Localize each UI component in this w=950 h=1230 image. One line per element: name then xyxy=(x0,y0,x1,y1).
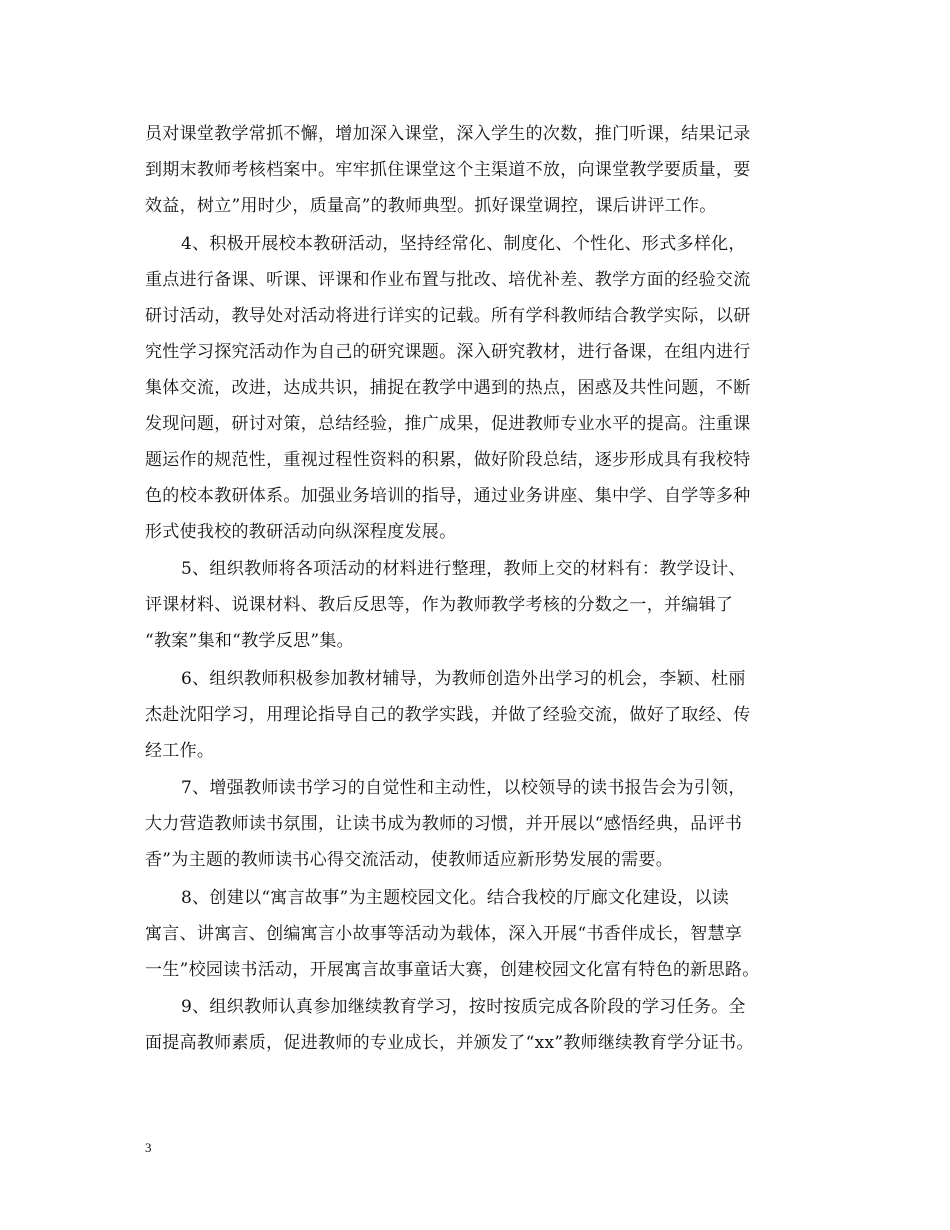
text-line: 评课材料、说课材料、教后反思等，作为教师教学考核的分数之一，并编辑了 xyxy=(145,595,734,615)
text-line: 香”为主题的教师读书心得交流活动，使教师适应新形势发展的需要。 xyxy=(145,850,673,870)
text-line: 到期末教师考核档案中。牢牢抓住课堂这个主渠道不放，向课堂教学要质量，要 xyxy=(145,160,751,180)
text-line: 色的校本教研体系。加强业务培训的指导，通过业务讲座、集中学、自学等多种 xyxy=(145,486,751,506)
text-line: 杰赴沈阳学习，用理论指导自己的教学实践，并做了经验交流，做好了取经、传 xyxy=(145,705,751,725)
paragraph-8-line: 8、创建以“寓言故事”为主题校园文化。结合我校的厅廊文化建设，以读 xyxy=(181,888,730,908)
page-number: 3 xyxy=(145,1140,152,1155)
paragraph-9-line: 9、组织教师认真参加继续教育学习，按时按质完成各阶段的学习任务。全 xyxy=(181,997,746,1017)
text-line: 效益，树立”用时少，质量高”的教师典型。抓好课堂调控，课后讲评工作。 xyxy=(145,196,717,216)
text-line: 究性学习探究活动作为自己的研究课题。深入研究教材，进行备课，在组内进行 xyxy=(145,342,751,362)
text-line: 研讨活动，教导处对活动将进行详实的记载。所有学科教师结合教学实际，以研 xyxy=(145,306,751,326)
text-line: 大力营造教师读书氛围，让读书成为教师的习惯，并开展以“感悟经典，品评书 xyxy=(145,814,743,834)
text-line: 寓言、讲寓言、创编寓言小故事等活动为载体，深入开展“书香伴成长，智慧享 xyxy=(145,924,743,944)
text-line: 员对课堂教学常抓不懈，增加深入课堂，深入学生的次数，推门听课，结果记录 xyxy=(145,124,751,144)
text-line: 形式使我校的教研活动向纵深程度发展。 xyxy=(145,522,457,542)
text-line: 经工作。 xyxy=(145,741,215,761)
text-line: 重点进行备课、听课、评课和作业布置与批改、培优补差、教学方面的经验交流 xyxy=(145,270,751,290)
paragraph-6-line: 6、组织教师积极参加教材辅导，为教师创造外出学习的机会，李颖、杜丽 xyxy=(181,669,746,689)
paragraph-5-line: 5、组织教师将各项活动的材料进行整理，教师上交的材料有：教学设计、 xyxy=(181,559,746,579)
text-line: 面提高教师素质，促进教师的专业成长，并颁发了“xx”教师继续教育学分证书。 xyxy=(145,1033,754,1053)
paragraph-4-line: 4、积极开展校本教研活动，坚持经常化、制度化、个性化、形式多样化， xyxy=(181,234,746,254)
paragraph-7-line: 7、增强教师读书学习的自觉性和主动性，以校领导的读书报告会为引领， xyxy=(181,778,746,798)
text-line: “教案”集和“教学反思”集。 xyxy=(145,631,354,651)
text-line: 集体交流，改进，达成共识，捕捉在教学中遇到的热点，困惑及共性问题，不断 xyxy=(145,378,751,398)
text-line: 发现问题，研讨对策，总结经验，推广成果，促进教师专业水平的提高。注重课 xyxy=(145,414,751,434)
text-line: 一生”校园读书活动，开展寓言故事童话大赛，创建校园文化富有特色的新思路。 xyxy=(145,960,760,980)
text-line: 题运作的规范性，重视过程性资料的积累，做好阶段总结，逐步形成具有我校特 xyxy=(145,450,751,470)
